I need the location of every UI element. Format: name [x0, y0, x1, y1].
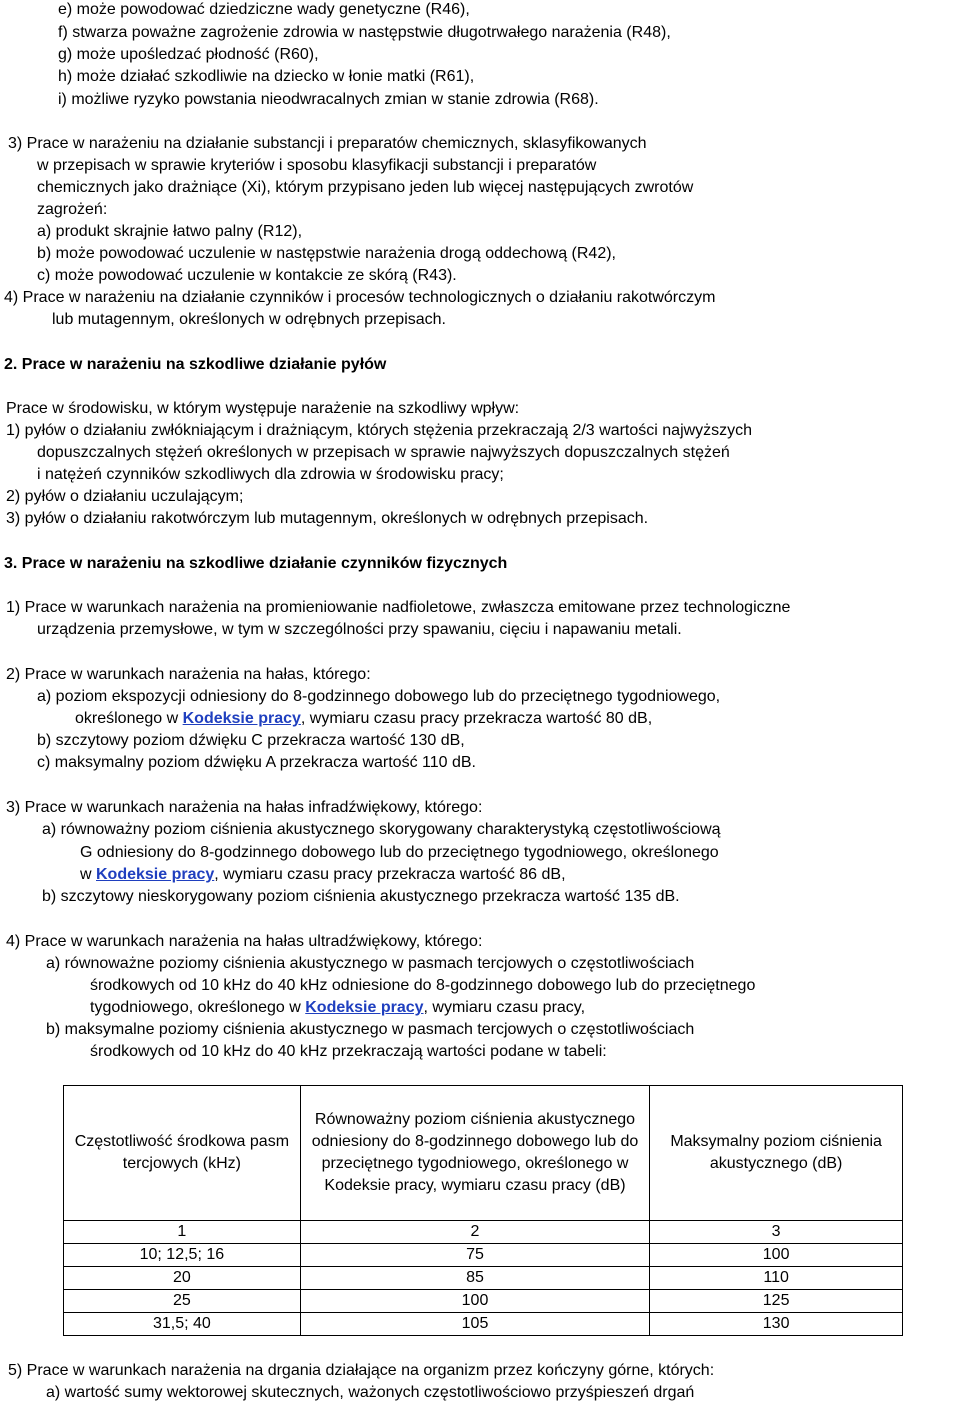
noise-limits-table: [63, 1085, 903, 1336]
item-3-c: c) może powodować uczulenie w kontakcie ze skórą (R43).: [37, 267, 457, 284]
section-2-intro: Prace w środowisku, w którym występuje narażenie na szkodliwy wpływ:: [6, 400, 520, 417]
section-2-item-2: 2) pyłów o działaniu uczulającym;: [6, 488, 244, 505]
s3-item-5: 5) Prace w warunkach narażenia na drgania działające na organizm przez kończyny górne, których:: [8, 1362, 715, 1379]
kodeks-pracy-link[interactable]: Kodeksie pracy: [182, 710, 301, 727]
table-cell: 125: [650, 1290, 903, 1313]
table-header-equivalent-level: Równoważny poziom ciśnienia akustycznego odniesiony do 8-godzinnego dobowego lub do przeciętnego tygodniowego, określonego w Kodeksie pracy, wymiaru czasu pracy (dB): [300, 1086, 650, 1221]
s3-item-3-a-cont: w Kodeksie pracy, wymiaru czasu pracy przekracza wartość 86 dB,: [80, 866, 566, 883]
table-row: [64, 1267, 903, 1290]
section-2-item-1-cont: dopuszczalnych stężeń określonych w przepisach w sprawie najwyższych dopuszczalnych stężeń: [37, 444, 730, 461]
s3-item-2-a-cont: określonego w Kodeksie pracy, wymiaru czasu pracy przekracza wartość 80 dB,: [75, 710, 653, 727]
table-row: [64, 1244, 903, 1267]
section-2-heading: 2. Prace w narażeniu na szkodliwe działanie pyłów: [4, 356, 387, 373]
table-cell: 100: [650, 1244, 903, 1267]
table-cell: 1: [64, 1221, 301, 1244]
item-4-title: 4) Prace w narażeniu na działanie czynników i procesów technologicznych o działaniu rakotwórczym: [4, 289, 716, 306]
item-3-b: b) może powodować uczulenie w następstwie narażenia drogą oddechową (R42),: [37, 245, 616, 262]
table-cell: 31,5; 40: [64, 1313, 301, 1336]
section-2-item-1: 1) pyłów o działaniu zwłókniającym i drażniącym, których stężenia przekraczają 2/3 wartości najwyższych: [6, 422, 753, 439]
s3-item-3-a-cont: G odniesiony do 8-godzinnego dobowego lub do przeciętnego tygodniowego, określonego: [80, 844, 719, 861]
s3-item-3-a: a) równoważny poziom ciśnienia akustycznego skorygowany charakterystyką częstotliwościową: [42, 821, 721, 838]
table-header-max-level: Maksymalny poziom ciśnienia akustycznego (dB): [650, 1086, 903, 1221]
table-cell: 20: [64, 1267, 301, 1290]
s3-item-5-a: a) wartość sumy wektorowej skutecznych, ważonych częstotliwościowo przyśpieszeń drgań: [46, 1384, 695, 1401]
s3-item-2-b: b) szczytowy poziom dźwięku C przekracza wartość 130 dB,: [37, 732, 465, 749]
s3-item-4-a: a) równoważne poziomy ciśnienia akustycznego w pasmach tercjowych o częstotliwościach: [46, 955, 695, 972]
s3-item-1-cont: urządzenia przemysłowe, w tym w szczególności przy spawaniu, cięciu i napawaniu metali.: [37, 621, 682, 638]
item-3-line: chemicznych jako drażniące (Xi), którym przypisano jeden lub więcej następujących zwrotów: [37, 179, 694, 196]
table-header-row: [64, 1086, 903, 1221]
table-row: [64, 1290, 903, 1313]
list-item-f: f) stwarza poważne zagrożenie zdrowia w następstwie długotrwałego narażenia (R48),: [58, 24, 671, 41]
table-cell: 3: [650, 1221, 903, 1244]
table-cell: 75: [300, 1244, 650, 1267]
s3-item-2: 2) Prace w warunkach narażenia na hałas, którego:: [6, 666, 371, 683]
s3-item-3-b: b) szczytowy nieskorygowany poziom ciśnienia akustycznego przekracza wartość 135 dB.: [42, 888, 680, 905]
table-cell: 85: [300, 1267, 650, 1290]
table-cell: 25: [64, 1290, 301, 1313]
s3-item-2-a: a) poziom ekspozycji odniesiony do 8-godzinnego dobowego lub do przeciętnego tygodniowego,: [37, 688, 721, 705]
list-item-i: i) możliwe ryzyko powstania nieodwracalnych zmian w stanie zdrowia (R68).: [58, 91, 599, 108]
item-3-line: zagrożeń:: [37, 201, 108, 218]
s3-item-4-a-cont: środkowych od 10 kHz do 40 kHz odniesione do 8-godzinnego dobowego lub do przeciętnego: [90, 977, 756, 994]
list-item-g: g) może upośledzać płodność (R60),: [58, 46, 319, 63]
s3-item-4-b-cont: środkowych od 10 kHz do 40 kHz przekraczają wartości podane w tabeli:: [90, 1043, 607, 1060]
table-cell: 100: [300, 1290, 650, 1313]
table-row: [64, 1313, 903, 1336]
table-header-frequency: Częstotliwość środkowa pasm tercjowych (kHz): [64, 1086, 301, 1221]
table-row: [64, 1221, 903, 1244]
section-3-heading: 3. Prace w narażeniu na szkodliwe działanie czynników fizycznych: [4, 555, 508, 572]
list-item-e: e) może powodować dziedziczne wady genetyczne (R46),: [58, 1, 470, 18]
item-3-line: w przepisach w sprawie kryteriów i sposobu klasyfikacji substancji i preparatów: [37, 157, 597, 174]
table-cell: 130: [650, 1313, 903, 1336]
table-cell: 10; 12,5; 16: [64, 1244, 301, 1267]
table-cell: 2: [300, 1221, 650, 1244]
s3-item-4-b: b) maksymalne poziomy ciśnienia akustycznego w pasmach tercjowych o częstotliwościach: [46, 1021, 695, 1038]
kodeks-pracy-link[interactable]: Kodeksie pracy: [305, 999, 424, 1016]
s3-item-4: 4) Prace w warunkach narażenia na hałas ultradźwiękowy, którego:: [6, 933, 483, 950]
kodeks-pracy-link[interactable]: Kodeksie pracy: [96, 866, 215, 883]
list-item-h: h) może działać szkodliwie na dziecko w łonie matki (R61),: [58, 68, 475, 85]
s3-item-4-a-cont: tygodniowego, określonego w Kodeksie pracy, wymiaru czasu pracy,: [90, 999, 586, 1016]
item-3-a: a) produkt skrajnie łatwo palny (R12),: [37, 223, 303, 240]
table-cell: 110: [650, 1267, 903, 1290]
item-4-line: lub mutagennym, określonych w odrębnych przepisach.: [52, 311, 446, 328]
s3-item-1: 1) Prace w warunkach narażenia na promieniowanie nadfioletowe, zwłaszcza emitowane przez technologiczne: [6, 599, 791, 616]
section-2-item-3: 3) pyłów o działaniu rakotwórczym lub mutagennym, określonych w odrębnych przepisach.: [6, 510, 649, 527]
s3-item-2-c: c) maksymalny poziom dźwięku A przekracza wartość 110 dB.: [37, 754, 476, 771]
table-cell: 105: [300, 1313, 650, 1336]
s3-item-3: 3) Prace w warunkach narażenia na hałas infradźwiękowy, którego:: [6, 799, 483, 816]
section-2-item-1-cont: i natężeń czynników szkodliwych dla zdrowia w środowisku pracy;: [37, 466, 504, 483]
item-3-title: 3) Prace w narażeniu na działanie substancji i preparatów chemicznych, sklasyfikowanych: [8, 135, 647, 152]
